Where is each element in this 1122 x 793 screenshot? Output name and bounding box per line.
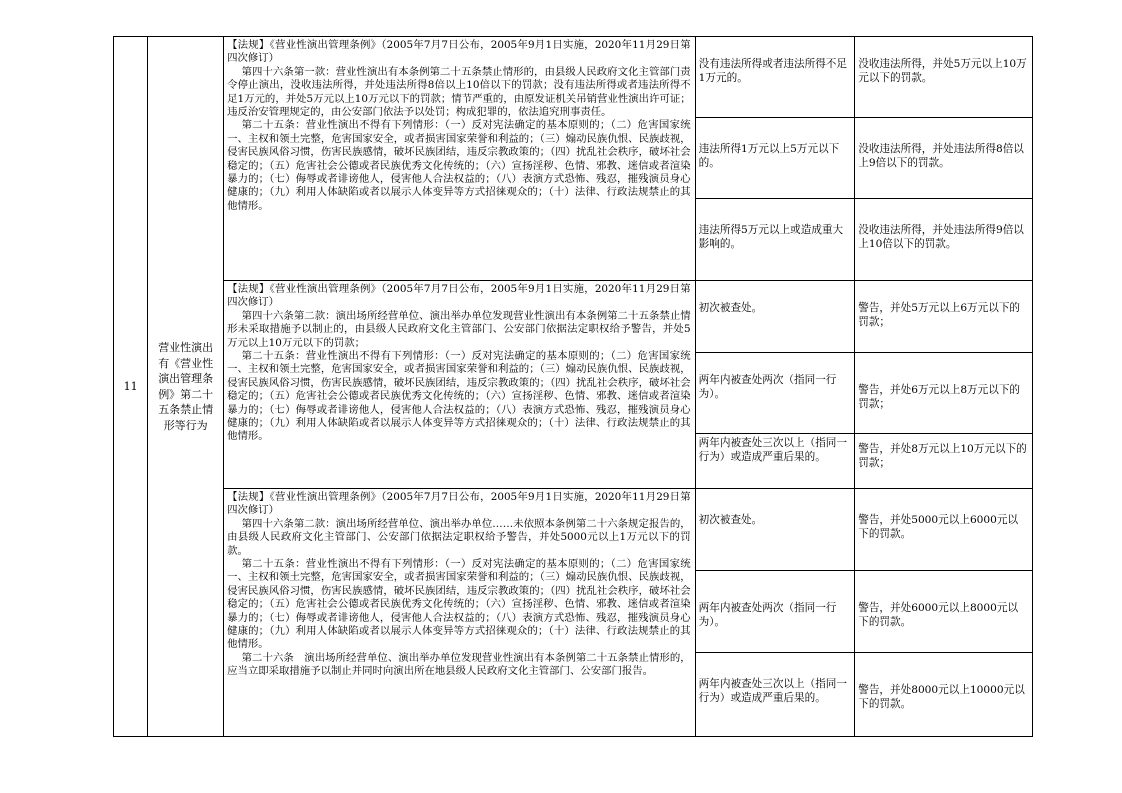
law-article: 第二十六条 演出场所经营单位、演出举办单位发现营业性演出有本条例第二十五条禁止情形的，应当立即采取措施予以制止并同时向演出所在地县级人民政府文化主管部门、公安部门报告。	[227, 651, 691, 678]
situation-text: 违法所得5万元以上或造成重大影响的。	[698, 224, 844, 250]
penalty-cell	[855, 353, 1033, 434]
case-name: 营业性演出有《营业性演出管理条例》第二十五条禁止情形等行为	[148, 37, 224, 737]
penalty-text: 警告，并处8000元以上10000元以下的罚款。	[858, 684, 1025, 710]
penalty-cell	[855, 571, 1033, 653]
situation-cell	[695, 489, 855, 571]
law-article: 第四十六条第二款：演出场所经营单位、演出举办单位……未依照本条例第二十六条规定报告的，由县级人民政府文化主管部门、公安部门依据法定职权给予警告，并处5000元以上1万元以下的罚款。	[227, 517, 691, 557]
law-title: 【法规】《营业性演出管理条例》（2005年7月7日公布，2005年9月1日实施，2020年11月29日第四次修订）	[227, 283, 691, 309]
law-basis-text	[224, 281, 695, 444]
penalty-text: 警告，并处5000元以上6000元以下的罚款。	[858, 514, 1019, 540]
situation-cell	[695, 118, 855, 199]
situation-cell	[695, 281, 855, 353]
situation-text: 两年内被查处三次以上（指同一行为）或造成严重后果的。	[698, 437, 847, 463]
law-basis-text	[224, 489, 695, 679]
penalty-cell	[855, 489, 1033, 571]
situation-text: 没有违法所得或者违法所得不足1万元的。	[698, 58, 847, 84]
penalty-text: 没收违法所得，并处违法所得9倍以上10倍以下的罚款。	[858, 224, 1024, 250]
situation-cell	[695, 37, 855, 118]
situation-text: 违法所得1万元以上5万元以下的。	[698, 143, 840, 169]
penalty-text: 警告，并处6万元以上8万元以下的罚款；	[858, 384, 1021, 410]
situation-text: 两年内被查处两次（指同一行为）。	[698, 374, 837, 400]
situation-cell	[695, 353, 855, 434]
law-article: 第四十六条第一款：营业性演出有本条例第二十五条禁止情形的，由县级人民政府文化主管部门责令停止演出，没收违法所得，并处违法所得8倍以上10倍以下的罚款；没有违法所得或者违法所得不足1万元的，并处5万元以上10万元以下的罚款；情节严重的，由原发证机关吊销营业性演出许可证；违反治安管理规定的，由公安部门依法予以处罚；构成犯罪的，依法追究刑事责任。	[227, 65, 691, 119]
law-basis-text	[224, 37, 695, 213]
penalty-text: 没收违法所得，并处违法所得8倍以上9倍以下的罚款。	[858, 143, 1024, 169]
penalty-cell	[855, 281, 1033, 353]
situation-cell	[695, 434, 855, 489]
penalty-text: 警告，并处8万元以上10万元以下的罚款；	[858, 443, 1027, 469]
penalty-text: 警告，并处5万元以上6万元以下的罚款；	[858, 302, 1021, 328]
situation-cell	[695, 571, 855, 653]
penalty-cell	[855, 653, 1033, 737]
penalty-cell	[855, 199, 1033, 281]
penalty-cell	[855, 434, 1033, 489]
law-basis-cell	[224, 37, 696, 281]
penalty-cell	[855, 37, 1033, 118]
law-title: 【法规】《营业性演出管理条例》（2005年7月7日公布，2005年9月1日实施，2020年11月29日第四次修订）	[227, 491, 691, 517]
law-article: 第二十五条：营业性演出不得有下列情形：（一）反对宪法确定的基本原则的；（二）危害国家统一、主权和领土完整，危害国家安全，或者损害国家荣誉和利益的；（三）煽动民族仇恨、民族歧视，侵害民族风俗习惯，伤害民族感情，破坏民族团结，违反宗教政策的；（四）扰乱社会秩序，破坏社会稳定的；（五）危害社会公德或者民族优秀文化传统的；（六）宣扬淫秽、色情、邪教、迷信或者渲染暴力的；（七）侮辱或者诽谤他人，侵害他人合法权益的；（八）表演方式恐怖、残忍，摧残演员身心健康的；（九）利用人体缺陷或者以展示人体变异等方式招徕观众的；（十）法律、行政法规禁止的其他情形。	[227, 350, 691, 443]
law-basis-cell	[224, 489, 696, 737]
law-article: 第二十五条：营业性演出不得有下列情形：（一）反对宪法确定的基本原则的；（二）危害国家统一、主权和领土完整，危害国家安全，或者损害国家荣誉和利益的；（三）煽动民族仇恨、民族歧视，侵害民族风俗习惯，伤害民族感情，破坏民族团结，违反宗教政策的；（四）扰乱社会秩序，破坏社会稳定的；（五）危害社会公德或者民族优秀文化传统的；（六）宣扬淫秽、色情、邪教、迷信或者渲染暴力的；（七）侮辱或者诽谤他人，侵害他人合法权益的；（八）表演方式恐怖、残忍，摧残演员身心健康的；（九）利用人体缺陷或者以展示人体变异等方式招徕观众的；（十）法律、行政法规禁止的其他情形。	[227, 558, 691, 651]
penalty-cell	[855, 118, 1033, 199]
situation-text: 两年内被查处两次（指同一行为）。	[698, 602, 837, 628]
law-title: 【法规】《营业性演出管理条例》（2005年7月7日公布，2005年9月1日实施，2020年11月29日第四次修订）	[227, 39, 691, 65]
situation-cell	[695, 653, 855, 737]
law-article: 第四十六条第二款：演出场所经营单位、演出举办单位发现营业性演出有本条例第二十五条禁止情形未采取措施予以制止的，由县级人民政府文化主管部门、公安部门依据法定职权给予警告，并处5万元以上10万元以下的罚款；	[227, 309, 691, 349]
situation-text: 初次被查处。	[698, 514, 763, 526]
penalty-text: 警告，并处6000元以上8000元以下的罚款。	[858, 602, 1019, 628]
law-article: 第二十五条：营业性演出不得有下列情形：（一）反对宪法确定的基本原则的；（二）危害国家统一、主权和领土完整，危害国家安全，或者损害国家荣誉和利益的；（三）煽动民族仇恨、民族歧视，侵害民族风俗习惯，伤害民族感情，破坏民族团结，违反宗教政策的；（四）扰乱社会秩序，破坏社会稳定的；（五）危害社会公德或者民族优秀文化传统的；（六）宣扬淫秽、色情、邪教、迷信或者渲染暴力的；（七）侮辱或者诽谤他人，侵害他人合法权益的；（八）表演方式恐怖、残忍，摧残演员身心健康的；（九）利用人体缺陷或者以展示人体变异等方式招徕观众的；（十）法律、行政法规禁止的其他情形。	[227, 119, 691, 212]
penalty-standard-table	[113, 36, 1033, 737]
situation-text: 两年内被查处三次以上（指同一行为）或造成严重后果的。	[698, 678, 847, 704]
law-basis-cell	[224, 281, 696, 489]
row-number: 11	[114, 37, 148, 737]
situation-cell	[695, 199, 855, 281]
situation-text: 初次被查处。	[698, 302, 763, 314]
penalty-text: 没收违法所得，并处5万元以上10万元以下的罚款。	[858, 58, 1027, 84]
